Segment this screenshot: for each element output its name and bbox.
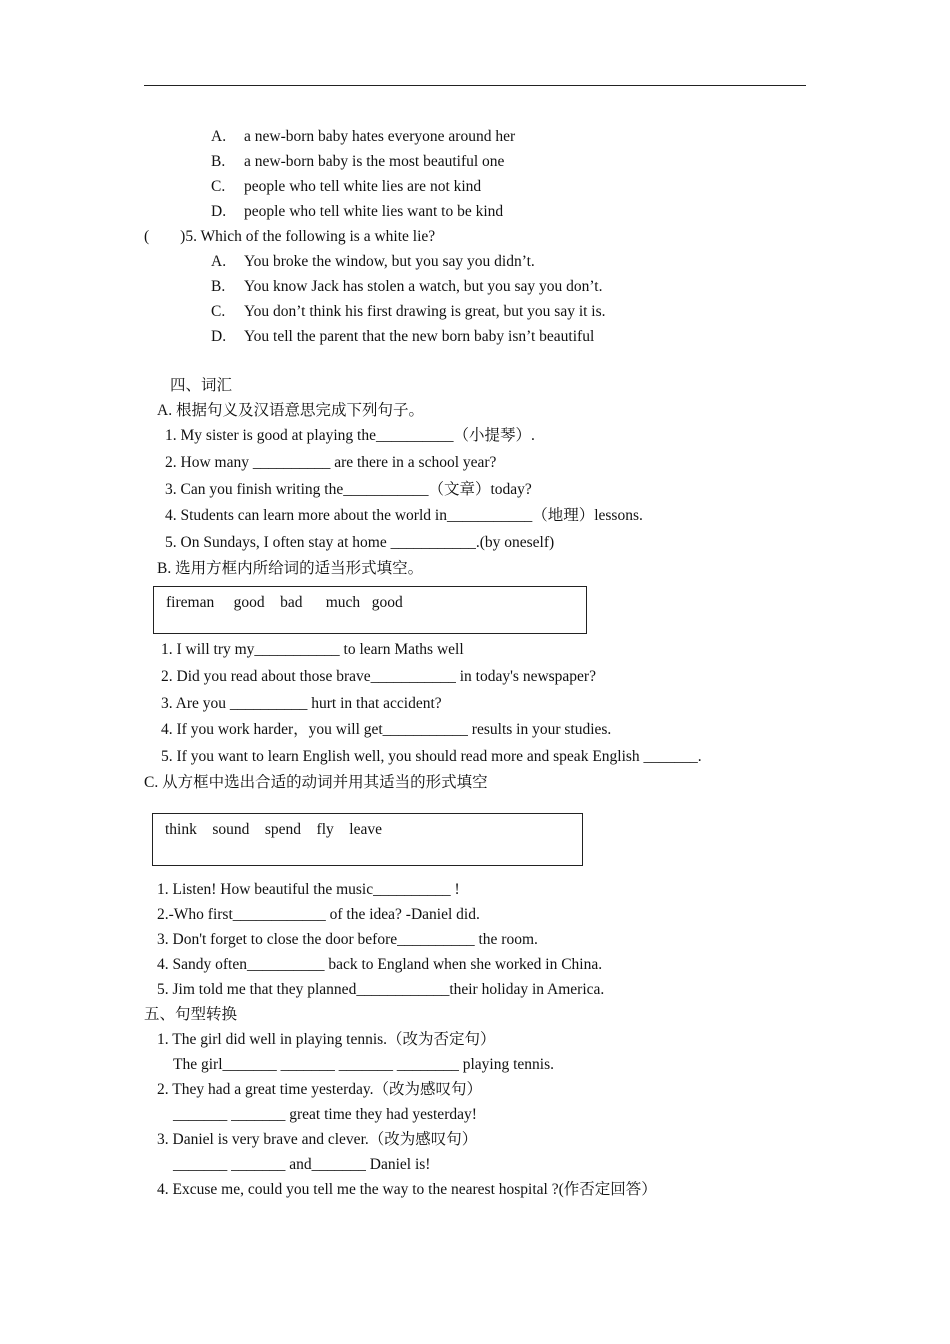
q5-option-a-letter: A. <box>211 253 227 270</box>
partC-item-2: 2.-Who first____________ of the idea? -Daniel did. <box>157 906 480 923</box>
q4-option-c-letter: C. <box>211 178 226 195</box>
partA-item-5: 5. On Sundays, I often stay at home ___________.(by oneself) <box>165 534 555 551</box>
section5-item-4-question: 4. Excuse me, could you tell me the way to the nearest hospital ?(作否定回答） <box>157 1181 657 1198</box>
partB-item-3: 3. Are you __________ hurt in that accident? <box>161 695 442 712</box>
q5-stem: ( )5. Which of the following is a white lie? <box>144 228 436 245</box>
q4-option-d-text: people who tell white lies want to be kind <box>244 203 504 220</box>
partC-item-4: 4. Sandy often__________ back to England when she worked in China. <box>157 956 603 973</box>
section5-item-2-question: 2. They had a great time yesterday.（改为感叹句） <box>157 1081 482 1098</box>
partB-word-list: fireman good bad much good <box>166 594 403 611</box>
q5-option-b-text: You know Jack has stolen a watch, but you say you don’t. <box>244 278 603 295</box>
q5-option-c-letter: C. <box>211 303 226 320</box>
section5-item-3-question: 3. Daniel is very brave and clever.（改为感叹句） <box>157 1131 478 1148</box>
partB-item-1: 1. I will try my___________ to learn Maths well <box>161 641 464 658</box>
q4-option-a-text: a new-born baby hates everyone around her <box>244 128 516 145</box>
q4-option-b-text: a new-born baby is the most beautiful one <box>244 153 505 170</box>
section5-heading: 五、句型转换 <box>144 1006 238 1023</box>
partB-item-4: 4. If you work harder，you will get___________ results in your studies. <box>161 721 612 738</box>
partA-item-2: 2. How many __________ are there in a school year? <box>165 454 497 471</box>
partC-item-5: 5. Jim told me that they planned____________their holiday in America. <box>157 981 605 998</box>
partA-item-1: 1. My sister is good at playing the__________（小提琴）. <box>165 427 535 444</box>
q4-option-c-text: people who tell white lies are not kind <box>244 178 482 195</box>
section5-item-1-question: 1. The girl did well in playing tennis.（改为否定句） <box>157 1031 496 1048</box>
section4-heading: 四、词汇 <box>170 377 233 394</box>
q5-option-a-text: You broke the window, but you say you didn’t. <box>244 253 535 270</box>
partC-word-list: think sound spend fly leave <box>165 821 382 838</box>
q5-option-d-letter: D. <box>211 328 227 345</box>
section4-partB-title: B. 选用方框内所给词的适当形式填空。 <box>157 560 424 577</box>
partC-item-3: 3. Don't forget to close the door before__________ the room. <box>157 931 538 948</box>
partB-word-box <box>153 586 587 634</box>
section5-item-2-answer: _______ _______ great time they had yesterday! <box>173 1106 477 1123</box>
q4-option-b-letter: B. <box>211 153 226 170</box>
section5-item-3-answer: _______ _______ and_______ Daniel is! <box>173 1156 431 1173</box>
partC-item-1: 1. Listen! How beautiful the music__________ ! <box>157 881 460 898</box>
section5-item-1-answer: The girl_______ _______ _______ ________ playing tennis. <box>173 1056 555 1073</box>
q5-option-d-text: You tell the parent that the new born baby isn’t beautiful <box>244 328 595 345</box>
q4-option-a-letter: A. <box>211 128 227 145</box>
partA-item-4: 4. Students can learn more about the world in___________（地理）lessons. <box>165 507 643 524</box>
header-rule <box>144 85 806 86</box>
partC-word-box <box>152 813 583 866</box>
partA-item-3: 3. Can you finish writing the___________（文章）today? <box>165 481 532 498</box>
q4-option-d-letter: D. <box>211 203 227 220</box>
q5-option-b-letter: B. <box>211 278 226 295</box>
q5-option-c-text: You don’t think his first drawing is great, but you say it is. <box>244 303 606 320</box>
partB-item-5: 5. If you want to learn English well, you should read more and speak English _______. <box>161 748 702 765</box>
section4-partC-title: C. 从方框中选出合适的动词并用其适当的形式填空 <box>144 774 488 791</box>
partB-item-2: 2. Did you read about those brave___________ in today's newspaper? <box>161 668 596 685</box>
section4-partA-title: A. 根据句义及汉语意思完成下列句子。 <box>157 402 424 419</box>
